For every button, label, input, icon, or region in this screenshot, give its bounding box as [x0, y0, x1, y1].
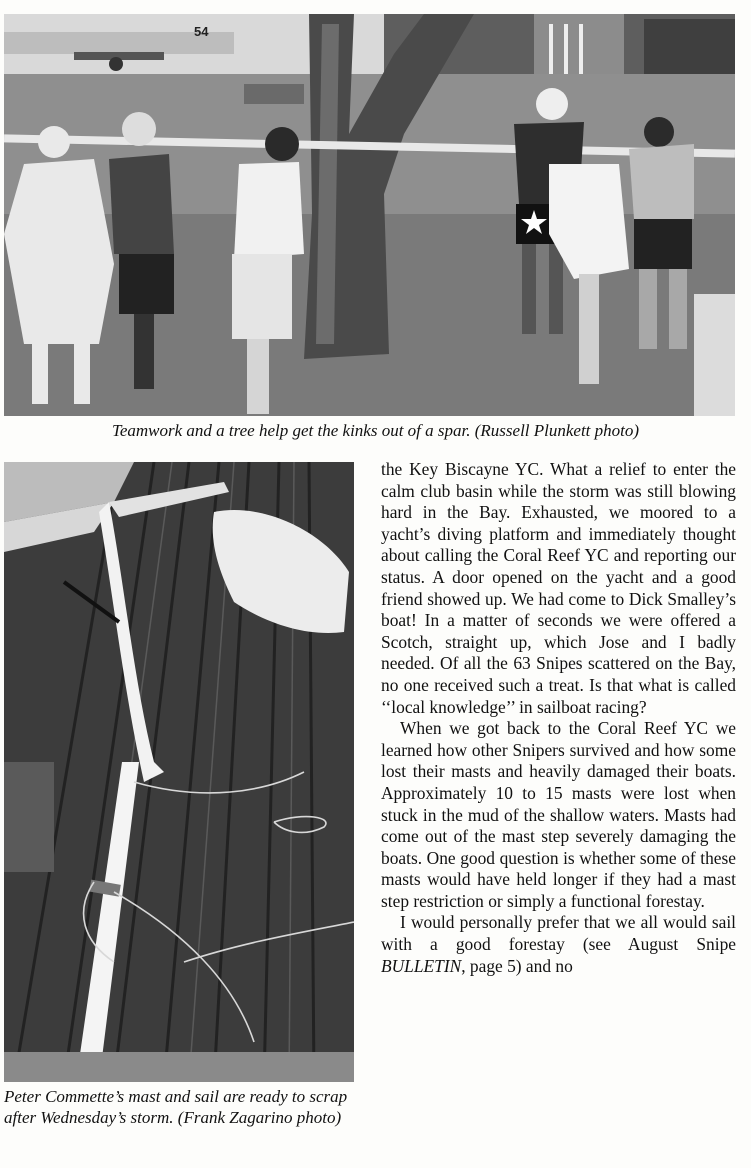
article-paragraph-3-end: , page 5) and no: [461, 955, 573, 976]
photo-broken-mast-image: [4, 462, 354, 1082]
photo-teamwork-spar-image: [4, 14, 735, 416]
bulletin-title: BULLETIN: [381, 955, 462, 976]
article-paragraph-3-start: I would personally prefer that we all would sail with a good forestay (see August Snipe: [381, 912, 736, 955]
boat-number-sign: 54: [194, 24, 209, 39]
article-paragraph-2: When we got back to the Coral Reef YC we learned how other Snipers survived and how some lost their masts and heavily damaged their boats. Approximately 10 to 15 masts were lost when stuck in the mud of the shallow waters. Masts had come out of the mast step severely damaging the boats. One good question is whether some of these masts would have held longer if they had a mast step restriction or simply a functional forestay.: [381, 718, 736, 911]
article-paragraph-3: [381, 912, 736, 977]
article-column: [381, 459, 736, 977]
photo-teamwork-spar: [4, 14, 735, 416]
article-paragraph-1: the Key Biscayne YC. What a relief to enter the calm club basin while the storm was still blowing hard in the Bay. Exhausted, we moored to a yacht’s diving platform and immediately thought about calling the Coral Reef YC and reporting our status. A door opened on the yacht and a good friend showed up. We had come to Dick Smalley’s boat! In a matter of seconds we were offered a Scotch, straight up, which Jose and I badly needed. Of all the 63 Snipes scattered on the Bay, no one received such a treat. Is that what is called ‘‘local knowledge’’ in sailboat racing?: [381, 459, 736, 717]
photo-caption-broken-mast: Peter Commette’s mast and sail are ready to scrap after Wednesday’s storm. (Frank Zagarino photo): [4, 1087, 348, 1127]
photo-broken-mast: [4, 462, 354, 1082]
photo-caption-teamwork: Teamwork and a tree help get the kinks out of a spar. (Russell Plunkett photo): [111, 421, 640, 440]
